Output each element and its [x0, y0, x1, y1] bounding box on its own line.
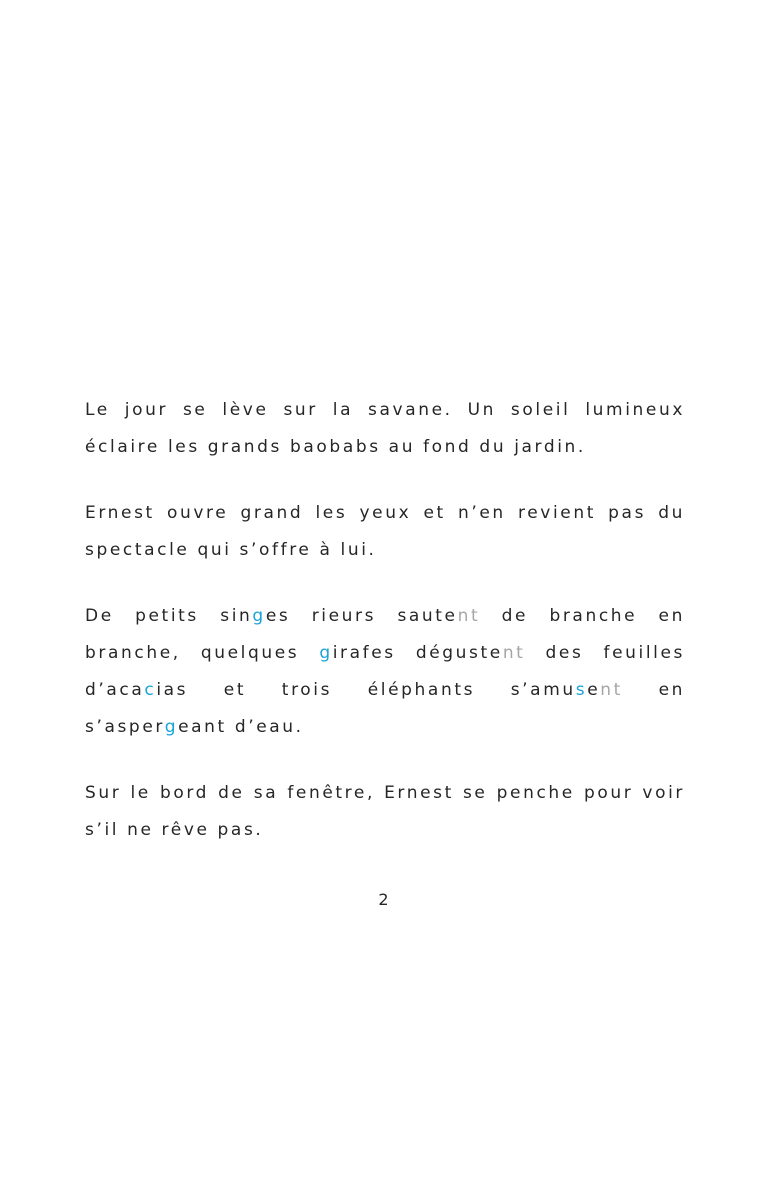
text-segment: en s’asper: [85, 680, 686, 737]
text-segment: es rieurs saute: [265, 606, 458, 626]
text-segment: Le jour se lève sur la savane. Un soleil lumineux éclaire les grands baobabs au fond du jardin.: [85, 400, 685, 457]
paragraph-2: [85, 495, 685, 569]
highlighted-letter: g: [319, 643, 333, 663]
text-segment: irafes déguste: [332, 643, 503, 663]
text-segment: de branche en branche, quelques: [85, 606, 685, 663]
page-number: 2: [378, 890, 390, 909]
highlighted-letter: c: [144, 680, 157, 700]
text-segment: Ernest ouvre grand les yeux et n’en revient pas du spectacle qui s’offre à lui.: [85, 503, 685, 560]
silent-letters: nt: [502, 643, 526, 663]
text-segment: eant d’eau.: [178, 717, 304, 737]
highlighted-letter: g: [252, 606, 266, 626]
highlighted-letter: s: [575, 680, 588, 700]
text-segment: ias et trois éléphants s’amu: [156, 680, 576, 700]
paragraph-3: [85, 598, 685, 746]
paragraph-4: [85, 775, 685, 849]
text-segment: des feuilles d’aca: [85, 643, 685, 700]
highlighted-letter: g: [164, 717, 179, 737]
silent-letters: nt: [457, 606, 481, 626]
paragraph-1: [85, 392, 685, 466]
text-segment: De petits sin: [85, 606, 253, 626]
silent-letters: nt: [600, 680, 623, 700]
story-text: [85, 392, 685, 878]
text-segment: Sur le bord de sa fenêtre, Ernest se penche pour voir s’il ne rêve pas.: [85, 783, 685, 840]
text-segment: e: [587, 680, 601, 700]
